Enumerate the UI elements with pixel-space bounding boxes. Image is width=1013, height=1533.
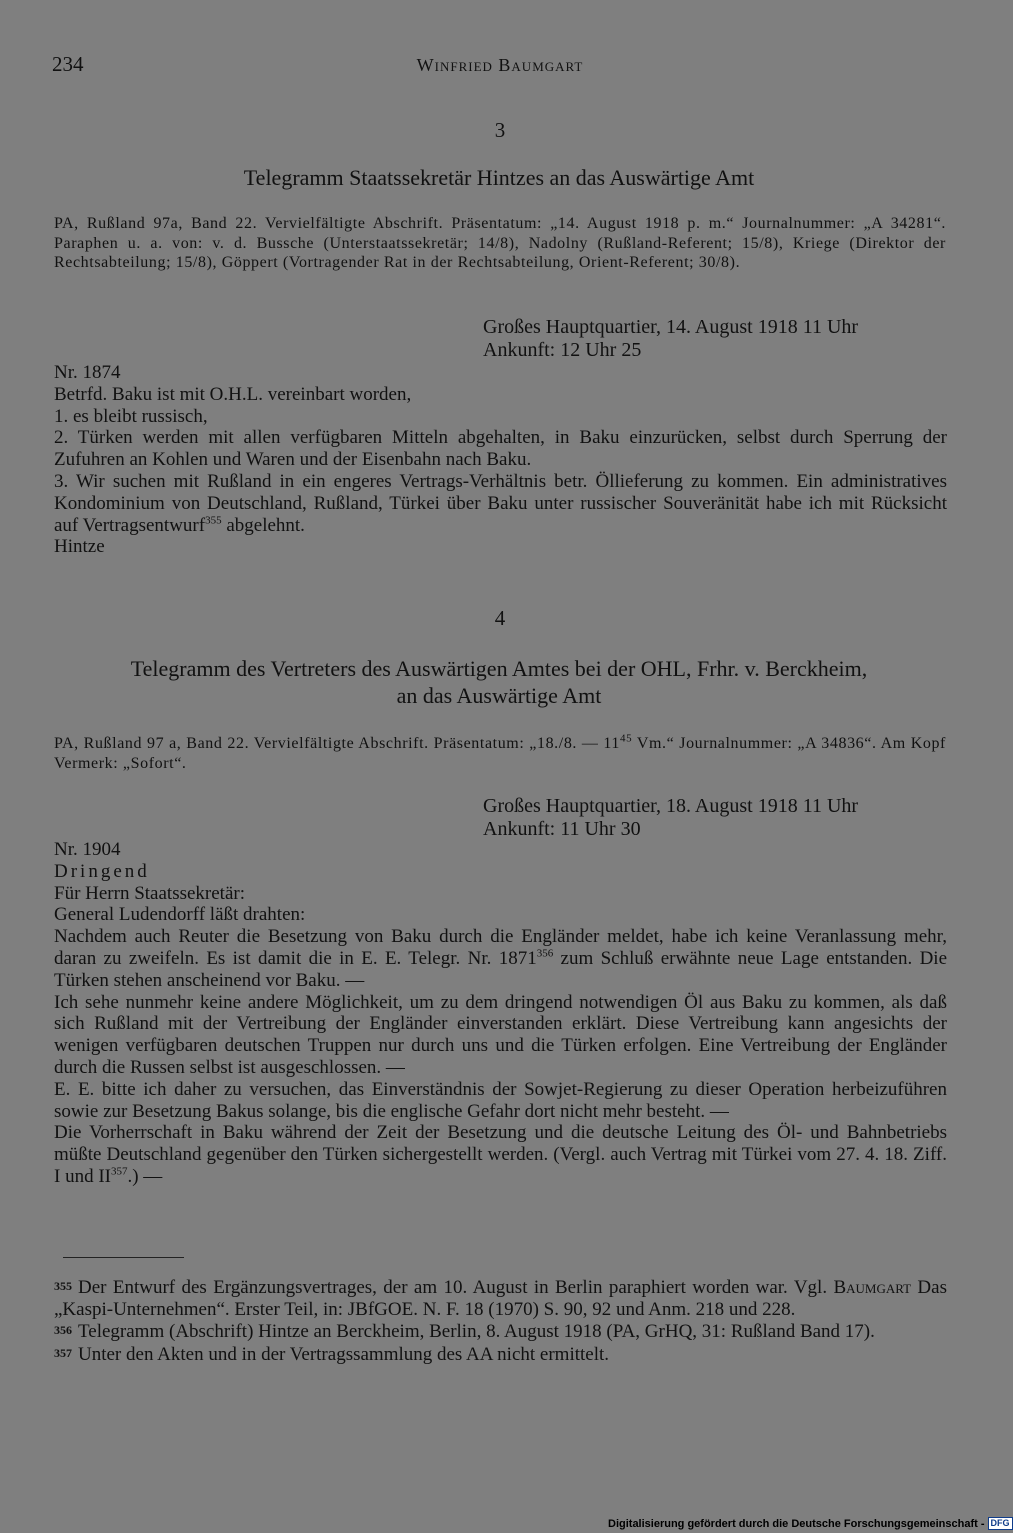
document-4-paragraph-1-text: Nachdem auch Reuter die Besetzung von Baku durch die Engländer meldet, habe ich keine Veranlassung mehr, daran zu zweifeln. Es ist damit die in E. E. Telegr. Nr. 1871 (54, 926, 947, 969)
dfg-logo: DFG (988, 1517, 1013, 1530)
footnote-355 (54, 1276, 947, 1320)
footnote-356-text: Telegramm (Abschrift) Hintze an Berckheim, Berlin, 8. August 1918 (PA, GrHQ, 31: Rußland Band 17). (78, 1321, 875, 1342)
footnote-355-text: Der Entwurf des Ergänzungsvertrages, der am 10. August in Berlin paraphiert worden war. Vgl. (78, 1277, 834, 1298)
document-4-title-line-1: Telegramm des Vertreters des Auswärtigen Amtes bei der OHL, Frhr. v. Berckheim, (130, 656, 868, 681)
footnotes (54, 1276, 947, 1365)
document-3-nr: Nr. 1874 (54, 362, 121, 383)
footnote-357-text: Unter den Akten und in der Vertragssammlung des AA nicht ermittelt. (78, 1343, 610, 1365)
document-4-paragraph-4-end: .) — (127, 1165, 163, 1187)
footnote-356-number: 356 (54, 1323, 72, 1337)
document-3-line-4 (54, 471, 947, 536)
document-3-body (54, 362, 947, 558)
footnote-357-number: 357 (54, 1345, 72, 1360)
document-4-intro: General Ludendorff läßt drahten: (54, 904, 306, 926)
document-3-title: Telegramm Staatssekretär Hintzes an das Auswärtige Amt (243, 165, 755, 190)
digitization-credit (608, 1517, 1013, 1530)
footnote-ref-355: 355 (205, 514, 222, 527)
footnote-ref-357: 357 (110, 1165, 128, 1178)
document-3-number: 3 (494, 118, 506, 142)
footnote-ref-356: 356 (536, 947, 554, 960)
running-head: Winfried Baumgart (416, 55, 584, 75)
document-4-paragraph-1 (54, 926, 947, 991)
document-3-signature: Hintze (54, 536, 105, 558)
document-4-arrival: Ankunft: 11 Uhr 30 (483, 818, 641, 840)
document-3-line-4-text: 3. Wir suchen mit Rußland in ein engeres Vertrags-Verhältnis betr. Öllieferung zu kommen. Ein administratives Kondominium von Deutschland, Rußland, Türkei über Baku unter russischer Souveränität habe ich mit Rücksicht auf Vertragsentwurf (54, 470, 947, 536)
document-4-paragraph-2: Ich sehe nunmehr keine andere Möglichkeit, um zu dem dringend notwendigen Öl aus Baku zu kommen, als daß sich Rußland mit der Vertreibung der Engländer einverstanden erklärt. Diese Vertreibung kann angesichts der wenigen verfügbaren deutschen Truppen nur durch uns und die Türken erfolgen. Eine Vertreibung der Engländer durch die Russen selbst ist ausgeschlossen. — (54, 991, 947, 1078)
document-3-arrival: Ankunft: 12 Uhr 25 (483, 339, 642, 361)
document-4-paragraph-1-end: zum Schluß erwähnte neue Lage entstanden. Die Türken stehen anscheinend vor Baku. — (54, 947, 947, 991)
document-3-line-4-end: abgelehnt. (221, 514, 305, 536)
footnote-355-author: Baumgart (833, 1277, 912, 1298)
document-4-title (52, 655, 946, 709)
footnote-357 (54, 1343, 947, 1366)
document-4-source-text-end: Vm.“ Journalnummer: „A 34836“. Am Kopf Vermerk: „Sofort“. (54, 735, 946, 772)
document-4-source-time-sup: 45 (620, 732, 633, 745)
footnote-356 (54, 1320, 947, 1343)
document-4-source-note (54, 734, 946, 773)
document-4-source-text: PA, Rußland 97 a, Band 22. Vervielfältigte Abschrift. Präsentatum: „18./8. — 11 (54, 735, 621, 752)
footnote-355-number: 355 (54, 1279, 72, 1293)
document-4-place-date: Großes Hauptquartier, 18. August 1918 11 Uhr (483, 795, 859, 817)
document-3-line-1: Betrfd. Baku ist mit O.H.L. vereinbart worden, (54, 383, 412, 405)
digitization-credit-text: Digitalisierung gefördert durch die Deutsche Forschungsgemeinschaft - (608, 1518, 985, 1530)
footnote-separator (63, 1257, 184, 1258)
document-3-line-2: 1. es bleibt russisch, (54, 405, 208, 427)
document-4-nr: Nr. 1904 (54, 839, 121, 860)
footnote-355-text-end: Das „Kaspi-Unternehmen“. Erster Teil, in: JBfGOE. N. F. 18 (1970) S. 90, 92 und Anm. 218 und 228. (54, 1277, 947, 1320)
document-4-title-line-2: an das Auswärtige Amt (396, 683, 602, 708)
document-4-paragraph-3: E. E. bitte ich daher zu versuchen, das Einverständnis der Sowjet-Regierung zu dieser Operation herbeizuführen sowie zur Besetzung Bakus solange, bis die englische Gefahr dort nicht mehr besteht. — (54, 1078, 947, 1122)
document-3-place-date: Großes Hauptquartier, 14. August 1918 11 Uhr (483, 316, 859, 338)
document-4-body (54, 839, 947, 1188)
document-4-paragraph-4 (54, 1122, 947, 1187)
document-3-line-3: 2. Türken werden mit allen verfügbaren Mitteln abgehalten, in Baku einzurücken, selbst durch Sperrung der Zufuhren an Kohlen und Waren und der Eisenbahn nach Baku. (54, 427, 947, 471)
document-4-paragraph-4-text: Die Vorherrschaft in Baku während der Zeit der Besetzung und die deutsche Leitung des Öl- und Bahnbetriebs müßte Deutschland gegenüber den Türken sichergestellt werden. (Vergl. auch Vertrag mit Türkei vom 27. 4. 18. Ziff. I und II (54, 1122, 947, 1187)
document-4-number: 4 (494, 606, 506, 630)
page-number: 234 (52, 52, 84, 76)
document-4-urgent: Dringend (54, 860, 150, 882)
document-4-addressee: Für Herrn Staatssekretär: (54, 882, 245, 904)
document-3-source-note: PA, Rußland 97a, Band 22. Vervielfältigte Abschrift. Präsentatum: „14. August 1918 p. m.“ Journalnummer: „A 34281“. Paraphen u. a. von: v. d. Bussche (Unterstaatssekretär; 14/8), Nadolny (Rußland-Referent; 15/8), Kriege (Direktor der Rechtsabteilung; 15/8), Göppert (Vortragender Rat in der Rechtsabteilung, Orient-Referent; 30/8). (54, 215, 946, 271)
